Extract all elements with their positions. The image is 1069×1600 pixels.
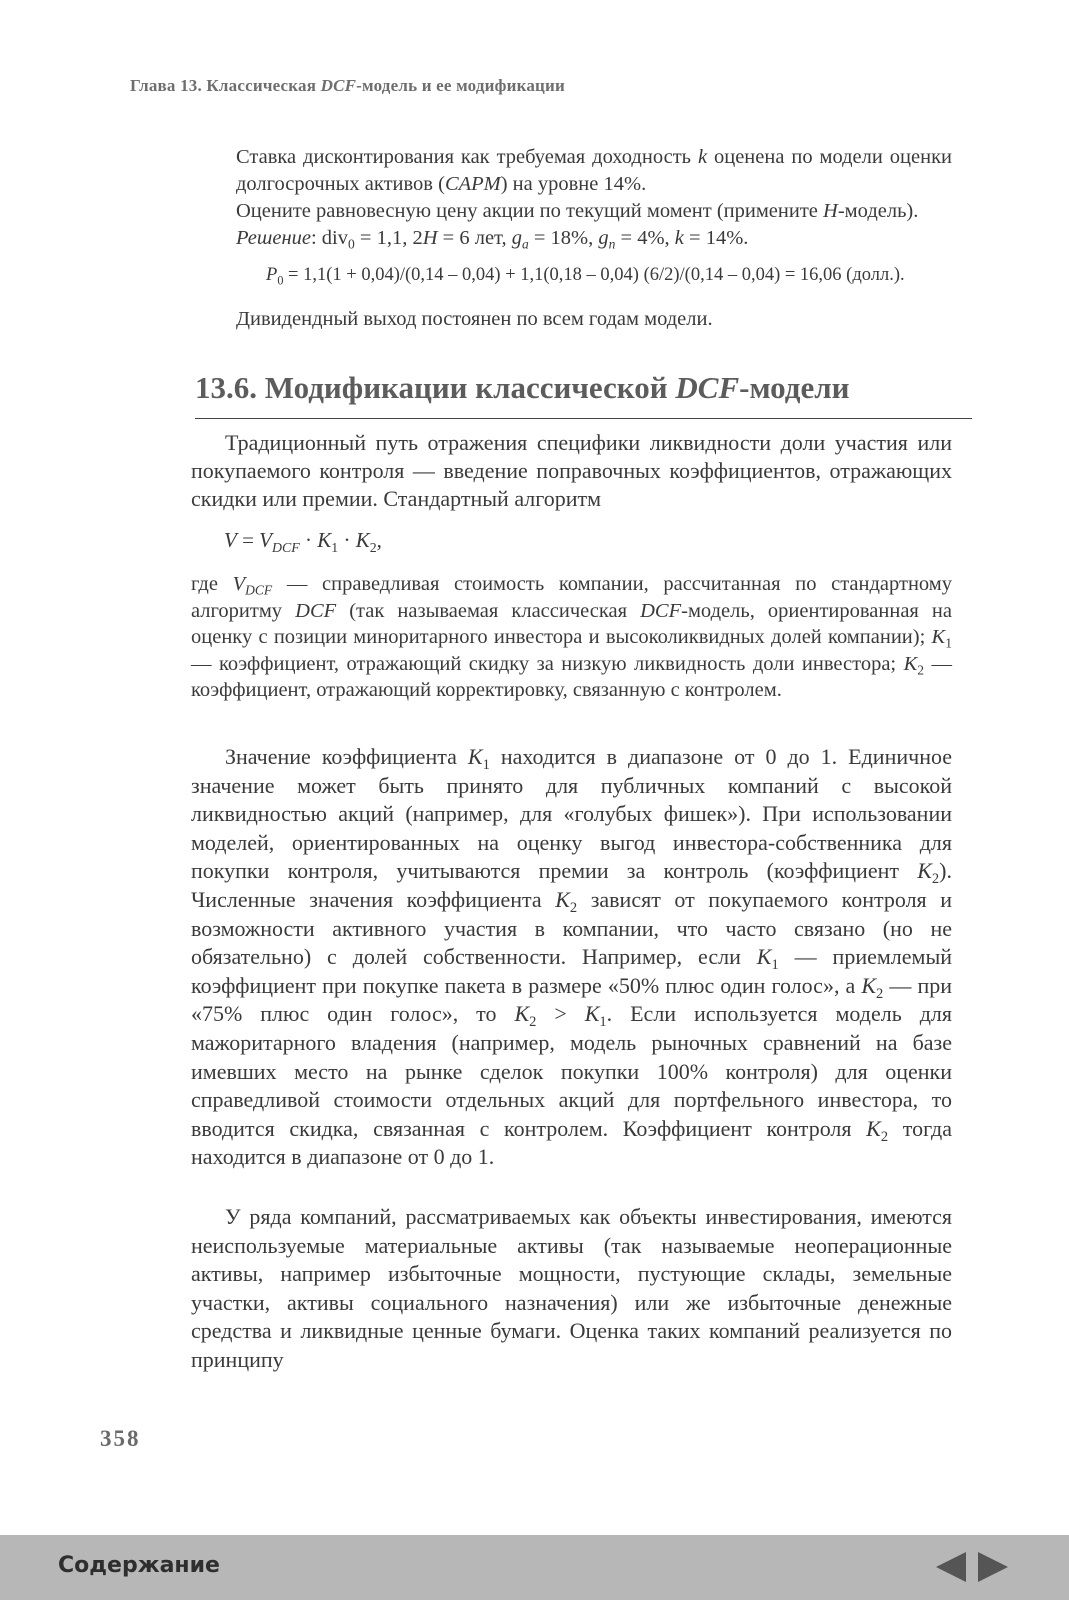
paragraph-3-text: У ряда компаний, рассматриваемых как объекты инвестирования, имеются неиспользуемые материальные активы (так называемые неоперационные активы, например избыточные мощности, пустующие склады, земельные участки, активы социального назначения) или же избыточные денежные средства и ликвидные ценные бумаги. Оценка таких компаний реализуется по принципу bbox=[191, 1204, 952, 1372]
triangle-right-icon bbox=[976, 1550, 1010, 1584]
section-title: 13.6. Модификации классической DCF-модели bbox=[195, 370, 972, 419]
dividend-line: Дивидендный выход постоянен по всем годам модели. bbox=[236, 308, 713, 330]
where-text: где $V_{DCF}$ — справедливая стоимость компании, рассчитанная по стандартному алгоритму DCF (так называемая классическая DCF-модель, ориентированная на оценку с позиции миноритарного инвестора и высоколиквидных долей компании); $K_1$ — коэффициент, отражающий скидку за низкую ликвидность доли инвестора; $K_2$ — коэффициент, отражающий корректировку, связанную с контролем. bbox=[191, 573, 952, 701]
price-formula: $P_0 = 1,1(1 + 0,04)/(0,14 - 0,04) + 1,1(0,18 - 0,04)$ (6/2)/(0,14 – 0,04) = 16,06 (долл.). bbox=[266, 265, 905, 288]
prev-page-button[interactable] bbox=[934, 1550, 968, 1584]
footer-nav-bar bbox=[0, 1535, 1069, 1600]
chapter-suffix: -модель и ее модификации bbox=[356, 76, 566, 95]
paragraph-2 bbox=[191, 743, 952, 1172]
next-page-button[interactable] bbox=[976, 1550, 1010, 1584]
main-formula: $V = V_{DCF} \cdot K_1 \cdot K_2$, bbox=[224, 528, 382, 555]
paragraph-1-text: Традиционный путь отражения специфики ликвидности доли участия или покупаемого контроля — введение поправочных коэффициентов, отражающих скидки или премии. Стандартный алгоритм bbox=[191, 430, 952, 511]
chapter-prefix: Глава 13. Классическая bbox=[130, 76, 321, 95]
solution-line: Решение: div$_0$ = 1,1, 2H = 6 лет, $g_a = 18\%$, $g_n = 4\%$, k = 14%. bbox=[236, 227, 749, 252]
problem-block bbox=[236, 144, 952, 252]
paragraph-2-text: Значение коэффициента $K_1$ находится в диапазоне от 0 до 1. Единичное значение может быть принято для публичных компаний с высокой ликвидностью акций (например, для «голубых фишек»). При использовании моделей, ориентированных на оценку выгод инвестора-собственника для покупки контроля, учитываются премии за контроль (коэффициент $K_2$). Численные значения коэффициента $K_2$ зависят от покупаемого контроля и возможности активного участия в компании, что часто связано (но не обязательно) с долей собственности. Например, если $K_1$ — приемлемый коэффициент при покупке пакета в размере «50% плюс один голос», а $K_2$ — при «75% плюс один голос», то $K_2 > K_1$. Если используется модель для мажоритарного владения (например, модель рыночных сравнений на базе имевших место на рынке сделок покупки 100% контроля) для оценки справедливой стоимости отдельных акций для портфельного инвестора, то вводится скидка, связанная с контролем. Коэффициент контроля $K_2$ тогда находится в диапазоне от 0 до 1. bbox=[191, 744, 953, 1170]
problem-text: Ставка дисконтирования как требуемая доходность k оценена по модели оценки долгосрочных активов (CAPM) на уровне 14%. bbox=[236, 146, 953, 195]
where-paragraph bbox=[191, 571, 952, 704]
toc-link[interactable]: Содержание bbox=[58, 1553, 220, 1578]
problem-task: Оцените равновесную цену акции по текущий момент (примените H-модель). bbox=[236, 200, 919, 222]
paragraph-1 bbox=[191, 429, 952, 513]
chapter-italic: DCF bbox=[320, 76, 357, 95]
running-header bbox=[130, 76, 565, 96]
paragraph-3 bbox=[191, 1203, 952, 1375]
page-number: 358 bbox=[100, 1426, 141, 1451]
triangle-left-icon bbox=[934, 1550, 968, 1584]
